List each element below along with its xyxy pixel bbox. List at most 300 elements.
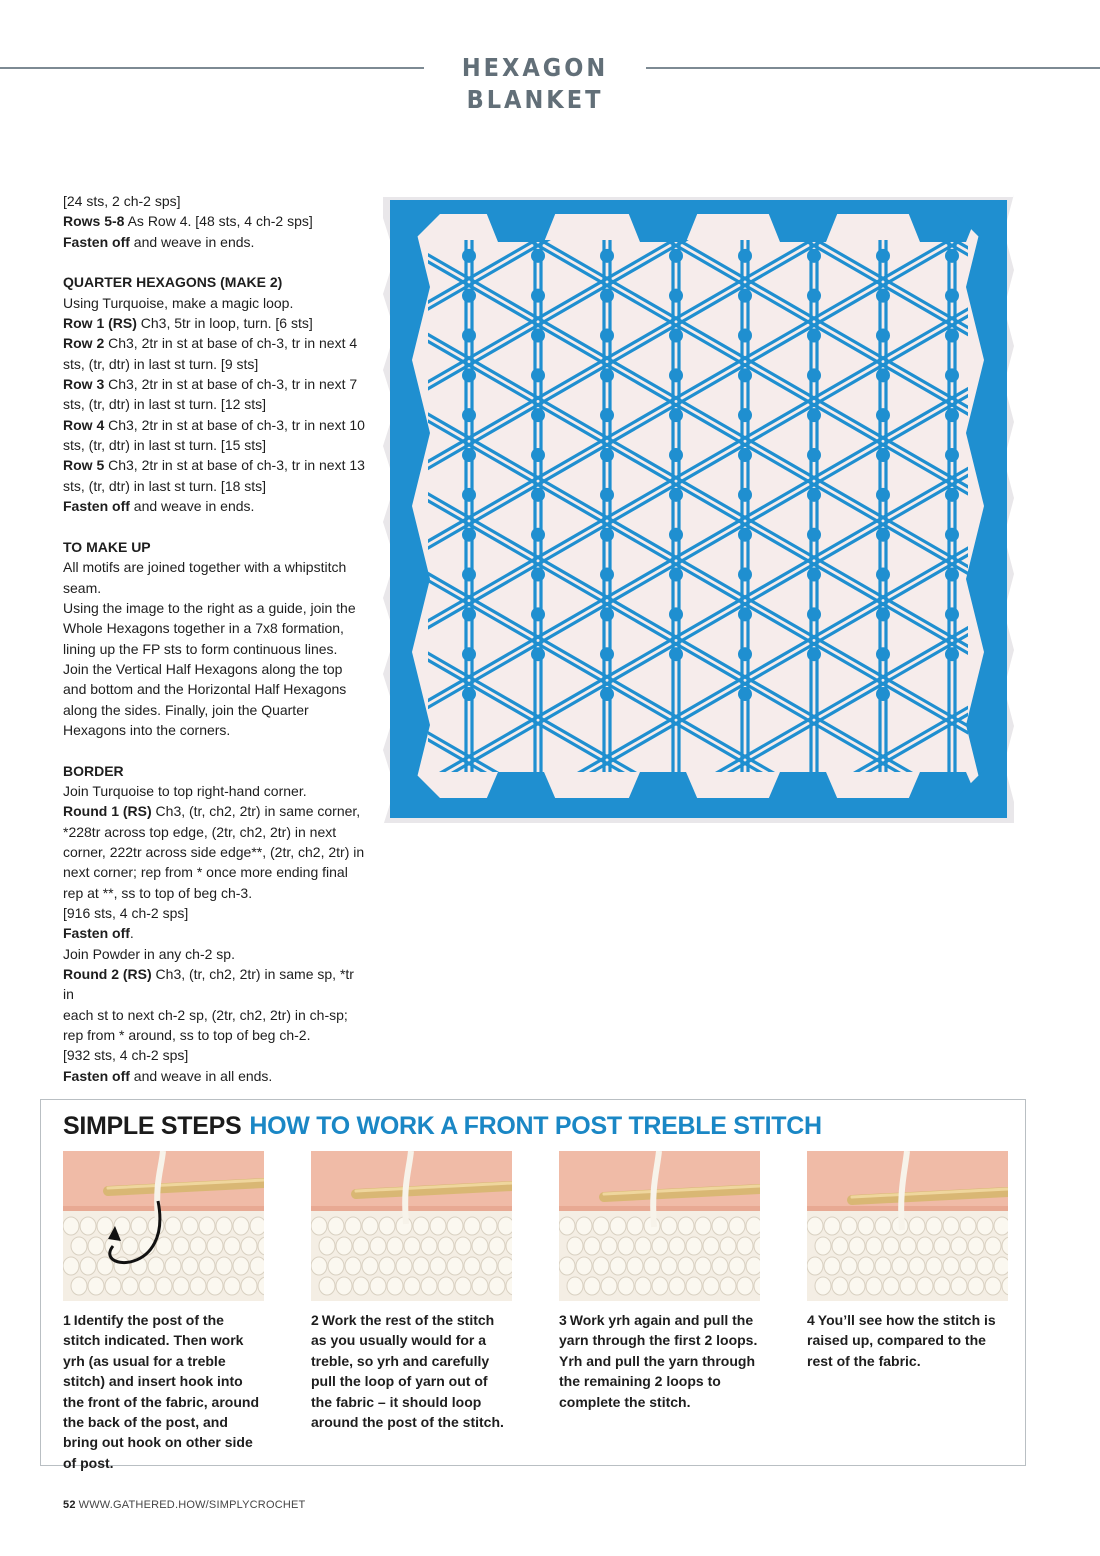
line-text: Ch3, (tr, ch2, 2tr) in same sp, *tr in bbox=[63, 966, 354, 1003]
stitch-loop bbox=[328, 1257, 344, 1275]
hexagon-centre-node bbox=[807, 607, 821, 621]
hexagon-centre-node bbox=[1014, 488, 1018, 502]
stitch-loop bbox=[807, 1257, 823, 1275]
header-rule-right bbox=[646, 67, 1100, 69]
pattern-line bbox=[63, 883, 368, 903]
line-text: sts, (tr, dtr) in last st turn. [18 sts] bbox=[63, 477, 267, 494]
stitch-loop bbox=[994, 1217, 1008, 1235]
hexagon-centre-node bbox=[462, 329, 476, 343]
step-description: Identify the post of the stitch indicated. Then work yrh (as usual for a treble stitch) and insert hook into the front of the fabric, around the back of the post, and bring out hook on other side of post. bbox=[63, 1312, 259, 1471]
step-3-text bbox=[559, 1310, 759, 1412]
line-text: Using the image to the right as a guide, join the bbox=[63, 599, 356, 616]
stitch-loop bbox=[88, 1277, 104, 1295]
pattern-line bbox=[63, 211, 368, 231]
paragraph-gap bbox=[63, 517, 368, 537]
stitch-loop bbox=[652, 1277, 668, 1295]
hexagon-centre-node bbox=[738, 568, 752, 582]
hexagon-centre-node bbox=[600, 687, 614, 701]
stitch-loop bbox=[618, 1277, 634, 1295]
stitch-loop bbox=[909, 1217, 925, 1235]
stitch-loop bbox=[71, 1277, 87, 1295]
pattern-line bbox=[63, 781, 368, 801]
hexagon-centre-node bbox=[738, 368, 752, 382]
hexagon-centre-node bbox=[738, 448, 752, 462]
hexagon-centre-node bbox=[669, 368, 683, 382]
hexagon-centre-node bbox=[807, 408, 821, 422]
stitch-loop bbox=[396, 1257, 412, 1275]
stitch-loop bbox=[464, 1217, 480, 1235]
stitch-loop bbox=[216, 1257, 232, 1275]
stitch-loop bbox=[165, 1217, 181, 1235]
stitch-loop bbox=[156, 1237, 172, 1255]
step-4-photo bbox=[807, 1151, 1008, 1301]
hexagon-centre-node bbox=[876, 687, 890, 701]
line-text: *228tr across top edge, (2tr, ch2, 2tr) in next bbox=[63, 823, 337, 840]
pattern-line bbox=[63, 944, 368, 964]
line-text: Ch3, 2tr in st at base of ch-3, tr in next 13 bbox=[104, 457, 365, 474]
stitch-loop bbox=[678, 1257, 694, 1275]
stitch-loop bbox=[379, 1217, 395, 1235]
stitch-loop bbox=[652, 1237, 668, 1255]
hexagon-centre-node bbox=[945, 329, 959, 343]
pattern-line bbox=[63, 923, 368, 943]
pattern-line bbox=[63, 1066, 368, 1086]
stitch-loop bbox=[447, 1257, 463, 1275]
pattern-line bbox=[63, 557, 368, 577]
stitch-loop bbox=[498, 1257, 512, 1275]
line-text: [916 sts, 4 ch-2 sps] bbox=[63, 905, 189, 922]
stitch-loop bbox=[319, 1277, 335, 1295]
hexagon-centre-node bbox=[462, 488, 476, 502]
stitch-loop bbox=[413, 1217, 429, 1235]
stitch-loop bbox=[430, 1257, 446, 1275]
stitch-row-label: Fasten off bbox=[63, 1067, 130, 1084]
stitch-loop bbox=[224, 1277, 240, 1295]
stitch-loop bbox=[832, 1277, 848, 1295]
stitch-loop bbox=[379, 1257, 395, 1275]
hexagon-centre-node bbox=[462, 368, 476, 382]
page-footer bbox=[63, 1499, 305, 1511]
stitch-loop bbox=[593, 1257, 609, 1275]
stitch-loop bbox=[559, 1217, 575, 1235]
section-heading: QUARTER HEXAGONS (MAKE 2) bbox=[63, 274, 283, 291]
stitch-loop bbox=[883, 1277, 899, 1295]
hexagon-centre-node bbox=[807, 568, 821, 582]
hexagon-centre-node bbox=[945, 607, 959, 621]
hexagon-centre-node bbox=[807, 647, 821, 661]
stitch-loop bbox=[438, 1277, 454, 1295]
hexagon-centre-node bbox=[876, 568, 890, 582]
line-text: Ch3, 2tr in st at base of ch-3, tr in next 10 bbox=[104, 416, 365, 433]
stitch-loop bbox=[489, 1277, 505, 1295]
stitch-loop bbox=[669, 1237, 685, 1255]
line-text: Join Powder in any ch-2 sp. bbox=[63, 945, 235, 962]
hexagon-centre-node bbox=[1014, 249, 1018, 263]
hexagon-centre-node bbox=[876, 408, 890, 422]
stitch-loop bbox=[858, 1217, 874, 1235]
stitch-row-label: Row 1 (RS) bbox=[63, 315, 137, 332]
stitch-loop bbox=[345, 1257, 361, 1275]
stitch-loop bbox=[182, 1217, 198, 1235]
stitch-loop bbox=[951, 1237, 967, 1255]
hexagon-centre-node bbox=[462, 249, 476, 263]
stitch-loop bbox=[610, 1217, 626, 1235]
stitch-loop bbox=[250, 1257, 264, 1275]
hexagon-centre-node bbox=[669, 607, 683, 621]
hexagon-centre-node bbox=[600, 568, 614, 582]
stitch-loop bbox=[173, 1277, 189, 1295]
stitch-loop bbox=[815, 1277, 831, 1295]
paragraph-gap bbox=[63, 740, 368, 760]
stitch-loop bbox=[678, 1217, 694, 1235]
step-1-photo bbox=[63, 1151, 264, 1301]
stitch-loop bbox=[909, 1257, 925, 1275]
line-text: As Row 4. [48 sts, 4 ch-2 sps] bbox=[124, 213, 313, 230]
stitch-loop bbox=[559, 1257, 575, 1275]
stitch-loop bbox=[336, 1277, 352, 1295]
stitch-loop bbox=[866, 1277, 882, 1295]
stitch-loop bbox=[328, 1217, 344, 1235]
stitch-loop bbox=[80, 1217, 96, 1235]
line-text: Hexagons into the corners. bbox=[63, 721, 231, 738]
bottom-half-hexagon bbox=[628, 772, 698, 800]
stitch-loop bbox=[421, 1237, 437, 1255]
hexagon-centre-node bbox=[807, 528, 821, 542]
hexagon-centre-node bbox=[945, 488, 959, 502]
stitch-loop bbox=[985, 1237, 1001, 1255]
hexagon-centre-node bbox=[807, 289, 821, 303]
stitch-loop bbox=[824, 1257, 840, 1275]
stitch-row-label: Round 1 (RS) bbox=[63, 803, 152, 820]
stitch-loop bbox=[926, 1217, 942, 1235]
stitch-loop bbox=[241, 1277, 257, 1295]
hexagon-centre-node bbox=[462, 289, 476, 303]
hexagon-centre-node bbox=[876, 647, 890, 661]
pattern-line bbox=[63, 822, 368, 842]
stitch-loop bbox=[729, 1217, 745, 1235]
header-rule-left bbox=[0, 67, 424, 69]
hexagon-centre-node bbox=[1014, 448, 1018, 462]
stitch-loop bbox=[207, 1237, 223, 1255]
stitch-row-label: Row 2 bbox=[63, 335, 105, 352]
hexagon-centre-node bbox=[600, 647, 614, 661]
line-text: Ch3, (tr, ch2, 2tr) in same corner, bbox=[151, 803, 361, 820]
hexagon-centre-node bbox=[600, 329, 614, 343]
bottom-half-hexagon bbox=[486, 772, 556, 800]
hexagon-centre-node bbox=[600, 607, 614, 621]
hexagon-centre-node bbox=[1014, 528, 1018, 542]
line-text: . bbox=[129, 925, 134, 942]
stitch-loop bbox=[917, 1277, 933, 1295]
stitch-loop bbox=[387, 1237, 403, 1255]
stitch-loop bbox=[703, 1277, 719, 1295]
stitch-loop bbox=[737, 1237, 753, 1255]
stitch-loop bbox=[567, 1237, 583, 1255]
hexagon-centre-node bbox=[876, 528, 890, 542]
stitch-row-label: Fasten off bbox=[63, 233, 130, 250]
stitch-loop bbox=[729, 1257, 745, 1275]
hexagon-centre-node bbox=[531, 368, 545, 382]
stitch-loop bbox=[353, 1277, 369, 1295]
stitch-loop bbox=[849, 1277, 865, 1295]
hexagon-centre-node bbox=[1014, 408, 1018, 422]
line-text: All motifs are joined together with a whipstitch bbox=[63, 559, 347, 576]
stitch-loop bbox=[122, 1237, 138, 1255]
hexagon-centre-node bbox=[531, 249, 545, 263]
hexagon-centre-node bbox=[531, 448, 545, 462]
pattern-line bbox=[63, 639, 368, 659]
stitch-loop bbox=[686, 1237, 702, 1255]
footer-url: WWW.GATHERED.HOW/SIMPLYCROCHET bbox=[78, 1499, 306, 1511]
hexagon-centre-node bbox=[738, 528, 752, 542]
stitch-loop bbox=[319, 1237, 335, 1255]
step-number: 3 bbox=[559, 1312, 567, 1328]
line-text: along the sides. Finally, join the Quarter bbox=[63, 701, 309, 718]
stitch-loop bbox=[241, 1237, 257, 1255]
stitch-loop bbox=[430, 1217, 446, 1235]
stitch-loop bbox=[370, 1237, 386, 1255]
line-text: [24 sts, 2 ch-2 sps] bbox=[63, 193, 181, 209]
stitch-loop bbox=[593, 1217, 609, 1235]
stitch-loop bbox=[345, 1217, 361, 1235]
pattern-line bbox=[63, 191, 368, 211]
hexagon-centre-node bbox=[669, 488, 683, 502]
stitch-loop bbox=[917, 1237, 933, 1255]
stitch-loop bbox=[943, 1217, 959, 1235]
line-text: Join the Vertical Half Hexagons along the top bbox=[63, 660, 343, 677]
hexagon-centre-node bbox=[876, 368, 890, 382]
hexagon-centre-node bbox=[738, 607, 752, 621]
hexagon-centre-node bbox=[531, 647, 545, 661]
pattern-line bbox=[63, 903, 368, 923]
hexagon-centre-node bbox=[945, 647, 959, 661]
hexagon-centre-node bbox=[669, 408, 683, 422]
stitch-loop bbox=[97, 1217, 113, 1235]
hexagon-centre-node bbox=[738, 687, 752, 701]
stitch-loop bbox=[824, 1217, 840, 1235]
hexagon-centre-node bbox=[807, 329, 821, 343]
hexagon-centre-node bbox=[600, 488, 614, 502]
pattern-line bbox=[63, 333, 368, 353]
top-half-hexagon bbox=[628, 212, 698, 242]
line-text: Ch3, 2tr in st at base of ch-3, tr in next 7 bbox=[104, 376, 358, 393]
stitch-loop bbox=[669, 1277, 685, 1295]
hexagon-centre-node bbox=[669, 289, 683, 303]
stitch-loop bbox=[720, 1277, 736, 1295]
stitch-loop bbox=[960, 1257, 976, 1275]
hexagon-centre-node bbox=[600, 408, 614, 422]
stitch-loop bbox=[233, 1217, 249, 1235]
stitch-loop bbox=[131, 1217, 147, 1235]
pattern-line bbox=[63, 455, 368, 475]
pattern-line bbox=[63, 618, 368, 638]
stitch-loop bbox=[610, 1257, 626, 1275]
hexagon-centre-node bbox=[1014, 568, 1018, 582]
hexagon-centre-node bbox=[1014, 647, 1018, 661]
stitch-loop bbox=[97, 1257, 113, 1275]
stitch-loop bbox=[695, 1217, 711, 1235]
hexagon-centre-node bbox=[807, 448, 821, 462]
stitch-loop bbox=[934, 1237, 950, 1255]
stitch-loop bbox=[977, 1257, 993, 1275]
stitch-loop bbox=[139, 1277, 155, 1295]
post-stitch-line bbox=[378, 186, 1018, 196]
stitch-loop bbox=[199, 1257, 215, 1275]
stitch-loop bbox=[601, 1277, 617, 1295]
line-text: sts, (tr, dtr) in last st turn. [9 sts] bbox=[63, 355, 259, 372]
stitch-loop bbox=[883, 1237, 899, 1255]
hexagon-centre-node bbox=[531, 528, 545, 542]
stitch-loop bbox=[455, 1277, 471, 1295]
line-text: Using Turquoise, make a magic loop. bbox=[63, 294, 294, 311]
stitch-loop bbox=[601, 1237, 617, 1255]
stitch-loop bbox=[404, 1277, 420, 1295]
line-text: Join Turquoise to top right-hand corner. bbox=[63, 782, 307, 799]
stitch-loop bbox=[832, 1237, 848, 1255]
stitch-loop bbox=[404, 1237, 420, 1255]
section-heading: TO MAKE UP bbox=[63, 538, 151, 555]
stitch-row-label: Row 5 bbox=[63, 457, 105, 474]
hexagon-centre-node bbox=[876, 289, 890, 303]
pattern-line bbox=[63, 354, 368, 374]
hexagon-centre-node bbox=[945, 568, 959, 582]
hexagon-centre-node bbox=[600, 249, 614, 263]
stitch-loop bbox=[584, 1277, 600, 1295]
stitch-loop bbox=[63, 1217, 79, 1235]
line-text: lining up the FP sts to form continuous lines. bbox=[63, 640, 338, 657]
hexagon-centre-node bbox=[738, 329, 752, 343]
stitch-loop bbox=[841, 1217, 857, 1235]
step-number: 2 bbox=[311, 1312, 319, 1328]
stitch-loop bbox=[807, 1217, 823, 1235]
stitch-loop bbox=[455, 1237, 471, 1255]
hexagon-centre-node bbox=[462, 408, 476, 422]
stitch-loop bbox=[686, 1277, 702, 1295]
line-text: corner, 222tr across side edge**, (2tr, ch2, 2tr) in bbox=[63, 844, 365, 860]
stitch-loop bbox=[413, 1257, 429, 1275]
hexagon-centre-node bbox=[945, 249, 959, 263]
stitch-loop bbox=[190, 1277, 206, 1295]
stitch-loop bbox=[173, 1237, 189, 1255]
hexagon-centre-node bbox=[531, 488, 545, 502]
pattern-line bbox=[63, 801, 368, 821]
stitch-loop bbox=[370, 1277, 386, 1295]
pattern-line bbox=[63, 1005, 368, 1025]
hexagon-centre-node bbox=[1014, 607, 1018, 621]
hexagon-centre-node bbox=[669, 249, 683, 263]
stitch-loop bbox=[858, 1257, 874, 1275]
hexagon-centre-node bbox=[876, 249, 890, 263]
stitch-loop bbox=[224, 1237, 240, 1255]
hexagon-centre-node bbox=[738, 647, 752, 661]
hexagon-centre-node bbox=[462, 528, 476, 542]
hexagon-centre-node bbox=[462, 687, 476, 701]
pattern-line bbox=[63, 476, 368, 496]
page-section-title: HEXAGON BLANKET bbox=[461, 53, 609, 114]
pattern-line bbox=[63, 313, 368, 333]
stitch-loop bbox=[712, 1257, 728, 1275]
stitch-loop bbox=[661, 1257, 677, 1275]
step-2-photo bbox=[311, 1151, 512, 1301]
hexagon-centre-node bbox=[1014, 368, 1018, 382]
stitch-loop bbox=[900, 1277, 916, 1295]
hexagon-centre-node bbox=[945, 408, 959, 422]
simple-steps-title bbox=[63, 1108, 822, 1144]
hexagon-centre-node bbox=[876, 329, 890, 343]
pattern-line bbox=[63, 700, 368, 720]
line-text: and bottom and the Horizontal Half Hexagons bbox=[63, 681, 347, 698]
stitch-loop bbox=[311, 1257, 327, 1275]
hexagon-centre-node bbox=[669, 448, 683, 462]
pattern-line bbox=[63, 1045, 368, 1065]
stitch-loop bbox=[644, 1257, 660, 1275]
stitch-loop bbox=[720, 1237, 736, 1255]
stitch-loop bbox=[635, 1237, 651, 1255]
hexagon-centre-node bbox=[807, 249, 821, 263]
pattern-line bbox=[63, 679, 368, 699]
stitch-loop bbox=[951, 1277, 967, 1295]
stitch-loop bbox=[353, 1237, 369, 1255]
hexagon-centre-node bbox=[531, 329, 545, 343]
stitch-loop bbox=[584, 1237, 600, 1255]
line-text: and weave in ends. bbox=[129, 233, 255, 250]
stitch-loop bbox=[968, 1237, 984, 1255]
line-text: and weave in all ends. bbox=[129, 1067, 273, 1084]
stitch-loop bbox=[481, 1257, 497, 1275]
stitch-loop bbox=[960, 1217, 976, 1235]
line-text: Ch3, 5tr in loop, turn. [6 sts] bbox=[136, 315, 313, 332]
stitch-loop bbox=[934, 1277, 950, 1295]
hexagon-centre-node bbox=[462, 568, 476, 582]
line-text: [932 sts, 4 ch-2 sps] bbox=[63, 1047, 189, 1064]
stitch-loop bbox=[207, 1277, 223, 1295]
stitch-loop bbox=[472, 1277, 488, 1295]
stitch-loop bbox=[866, 1237, 882, 1255]
hexagon-centre-node bbox=[531, 289, 545, 303]
stitch-loop bbox=[618, 1237, 634, 1255]
stitch-row-label: Fasten off bbox=[63, 925, 130, 942]
stitch-loop bbox=[311, 1217, 327, 1235]
line-text: each st to next ch-2 sp, (2tr, ch2, 2tr) in ch-sp; bbox=[63, 1006, 348, 1023]
stitch-loop bbox=[712, 1217, 728, 1235]
hexagon-centre-node bbox=[807, 368, 821, 382]
stitch-row-label: Round 2 (RS) bbox=[63, 966, 152, 983]
line-text: rep from * around, ss to top of beg ch-2. bbox=[63, 1027, 311, 1044]
stitch-loop bbox=[421, 1277, 437, 1295]
hexagon-centre-node bbox=[738, 488, 752, 502]
stitch-loop bbox=[900, 1237, 916, 1255]
stitch-loop bbox=[576, 1217, 592, 1235]
pattern-line bbox=[63, 862, 368, 882]
stitch-loop bbox=[737, 1277, 753, 1295]
step-description: Work the rest of the stitch as you usually would for a treble, so yrh and carefully pull the loop of yarn out of the fabric – it should loop around the post of the stitch. bbox=[311, 1312, 504, 1431]
stitch-loop bbox=[80, 1257, 96, 1275]
hexagon-centre-node bbox=[945, 289, 959, 303]
stitch-loop bbox=[977, 1217, 993, 1235]
top-half-hexagon bbox=[486, 212, 556, 242]
line-text: next corner; rep from * once more ending final bbox=[63, 864, 348, 881]
stitch-loop bbox=[875, 1217, 891, 1235]
hexagon-centre-node bbox=[462, 607, 476, 621]
stitch-loop bbox=[216, 1217, 232, 1235]
hexagon-centre-node bbox=[876, 607, 890, 621]
pattern-line bbox=[63, 842, 368, 862]
line-text: and weave in ends. bbox=[129, 498, 255, 515]
stitch-loop bbox=[362, 1217, 378, 1235]
pattern-line bbox=[63, 232, 368, 252]
hexagon-centre-node bbox=[531, 607, 545, 621]
hexagon-centre-node bbox=[600, 368, 614, 382]
